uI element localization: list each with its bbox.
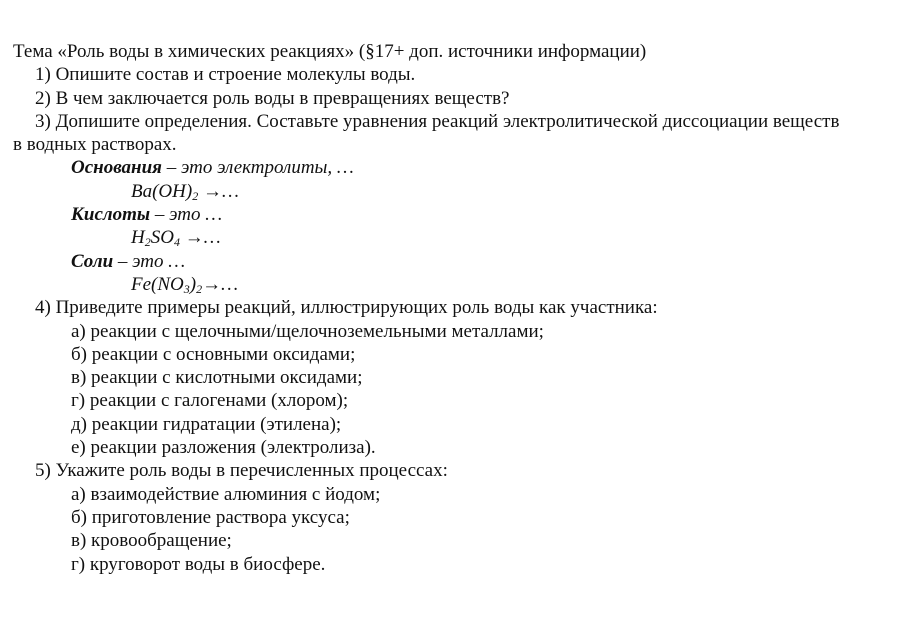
formula-subscript: 3	[183, 281, 190, 296]
question-4-item-c: в) реакции с кислотными оксидами;	[71, 367, 363, 389]
question-5-item-c: в) кровообращение;	[71, 530, 232, 552]
formula-salts	[13, 273, 893, 296]
formula-subscript: 2	[144, 235, 151, 250]
definition-acids-rest: – это …	[150, 204, 223, 226]
term-salts: Соли	[71, 250, 114, 272]
definition-bases	[13, 156, 893, 179]
question-4-item-e: д) реакции гидратации (этилена);	[71, 413, 342, 435]
formula-acids	[13, 226, 893, 249]
formula-part: →…	[202, 273, 238, 295]
formula-bases	[13, 180, 893, 203]
definition-bases-rest: – это электролиты, …	[161, 157, 354, 179]
question-5-item-a: а) взаимодействие алюминия с йодом;	[71, 483, 381, 505]
formula-part: →…	[198, 180, 239, 202]
question-5-header: 5) Укажите роль воды в перечисленных процессах:	[35, 460, 448, 482]
question-5-item-b: б) приготовление раствора уксуса;	[71, 506, 350, 528]
formula-part: SO	[150, 227, 174, 249]
topic-title: Тема «Роль воды в химических реакциях» (§17+ доп. источники информации)	[13, 41, 647, 62]
document-page	[13, 40, 893, 576]
formula-part: )	[189, 273, 197, 295]
formula-part: Ba(OH)	[131, 180, 193, 202]
definition-acids	[13, 203, 893, 226]
question-3-line-2: в водных растворах.	[13, 134, 177, 156]
definition-salts	[13, 250, 893, 273]
question-2: 2) В чем заключается роль воды в превращениях веществ?	[35, 87, 510, 109]
formula-part: →…	[179, 227, 221, 249]
definition-salts-rest: – это …	[113, 250, 186, 272]
question-4-item-b: б) реакции с основными оксидами;	[71, 343, 356, 365]
term-acids: Кислоты	[71, 204, 151, 226]
question-4-header: 4) Приведите примеры реакций, иллюстрирующих роль воды как участника:	[35, 297, 658, 319]
formula-subscript: 4	[173, 235, 180, 250]
formula-part: H	[131, 227, 145, 249]
formula-part: Fe(NO	[131, 273, 184, 295]
question-5-item-d: г) круговорот воды в биосфере.	[71, 553, 326, 575]
question-4-item-f: е) реакции разложения (электролиза).	[71, 437, 376, 459]
formula-subscript: 2	[192, 188, 199, 203]
question-3-line-1: 3) Допишите определения. Составьте уравнения реакций электролитической диссоциации веществ	[35, 110, 840, 132]
question-4-item-d: г) реакции с галогенами (хлором);	[71, 390, 349, 412]
formula-subscript: 2	[196, 281, 203, 296]
question-4-item-a: а) реакции с щелочными/щелочноземельными металлами;	[71, 320, 544, 342]
question-1: 1) Опишите состав и строение молекулы воды.	[35, 64, 416, 86]
term-bases: Основания	[71, 157, 162, 179]
